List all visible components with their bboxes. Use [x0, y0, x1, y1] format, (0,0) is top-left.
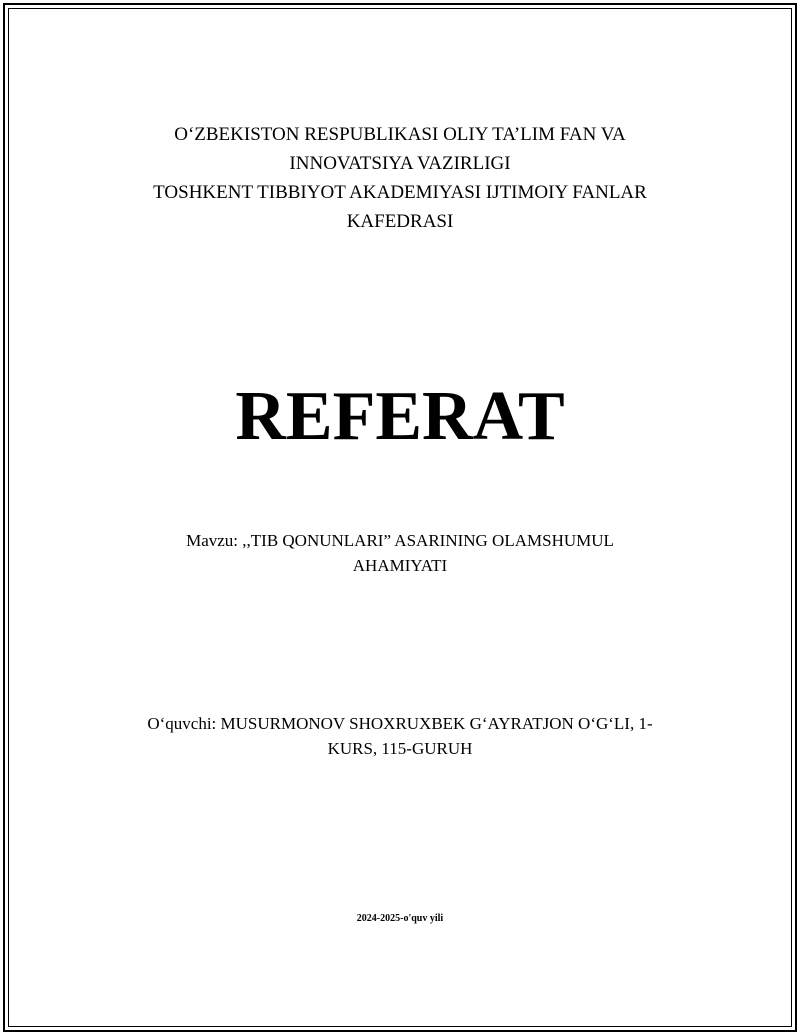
- header-line: O‘ZBEKISTON RESPUBLIKASI OLIY TA’LIM FAN VA: [174, 124, 626, 145]
- topic-line: Mavzu: ,,TIB QONUNLARI” ASARINING OLAMSHUMUL: [186, 531, 614, 550]
- header-line: TOSHKENT TIBBIYOT AKADEMIYASI IJTIMOIY FANLAR: [153, 182, 647, 203]
- student-block: [0, 711, 800, 761]
- student-line: KURS, 115-GURUH: [327, 739, 473, 758]
- topic-block: [0, 528, 800, 578]
- academic-year: 2024-2025-o'quv yili: [356, 913, 444, 924]
- header-line: INNOVATSIYA VAZIRLIGI: [289, 153, 511, 174]
- institution-header: [0, 120, 800, 236]
- topic-line: AHAMIYATI: [352, 556, 448, 575]
- student-line: O‘quvchi: MUSURMONOV SHOXRUXBEK G‘AYRATJON O‘G‘LI, 1-: [147, 714, 653, 733]
- document-title: REFERAT: [235, 378, 565, 455]
- header-line: KAFEDRASI: [346, 211, 454, 232]
